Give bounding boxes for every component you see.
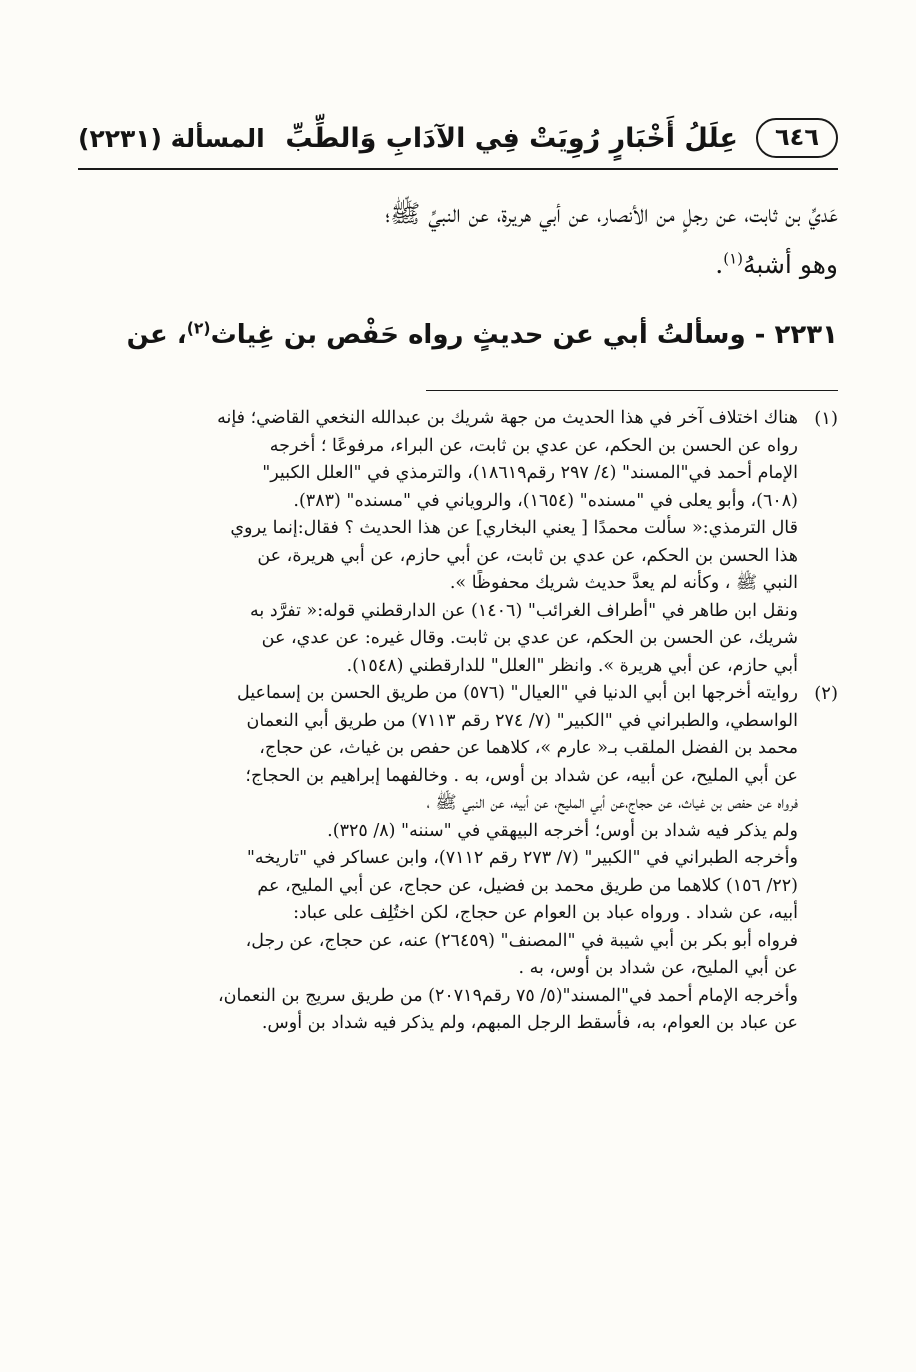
- footnotes: [78, 405, 838, 1038]
- footnote-paragraph: [78, 515, 798, 598]
- footnote-line: شريك، عن الحسن بن الحكم، عن عدي بن ثابت. وقال غيره: عن عدي، عن: [261, 628, 798, 648]
- footnote-line: عن أبي المليح، عن شداد بن أوس، به .: [518, 958, 798, 978]
- footnote-paragraph: [78, 983, 798, 1038]
- main-text-line: عَديِّ بن ثابت، عن رجلٍ من الأنصار، عن أبي هريرة، عن النبيِّ ﷺ؛: [385, 199, 838, 228]
- footnote-line: فرواه أبو بكر بن أبي شيبة في "المصنف" (٢٦٤٥٩) عنه، عن حجاج، عن رجل،: [245, 930, 798, 951]
- main-text-fragment: وهو أشبهُ: [743, 250, 838, 279]
- footnote-line: الواسطي، والطبراني في "الكبير" (٧/ ٢٧٤ رقم ٧١١٣) من طريق أبي النعمان: [246, 710, 798, 731]
- footnote-line: أبي حازم، عن أبي هريرة ». وانظر "العلل" للدارقطني (١٥٤٨).: [346, 655, 798, 676]
- footnote-line: فرواه عن حفص بن غياث، عن حجاج،عن أبي المليح، عن أبيه، عن النبي ﷺ ،: [426, 793, 798, 813]
- footnote-paragraph: [78, 928, 798, 983]
- footnote-line: هذا الحسن بن الحكم، عن عدي بن ثابت، عن أبي حازم، عن أبي هريرة، عن: [257, 545, 798, 566]
- footnote-paragraph: [78, 680, 798, 845]
- footnote-divider: [426, 390, 838, 391]
- footnote-reference: (٢): [186, 319, 211, 338]
- book-title: عِلَلُ أَخْبَارٍ رُوِيَتْ فِي الآدَابِ وَالطِّبِّ: [285, 123, 738, 154]
- footnote-line: قال الترمذي:« سألت محمدًا [ يعني البخاري] عن هذا الحديث ؟ فقال:إنما يروي: [230, 518, 798, 538]
- footnote-line: أبيه، عن شداد . ورواه عباد بن العوام عن حجاج، لكن اختُلِف على عباد:: [293, 903, 798, 923]
- footnote-reference: (١): [723, 249, 744, 268]
- footnote: [78, 405, 838, 680]
- footnote-line: (٢٢/ ١٥٦) كلاهما من طريق محمد بن فضيل، عن حجاج، عن أبي المليح، عم: [257, 875, 798, 896]
- footnote: [78, 680, 838, 1038]
- footnote-line: ونقل ابن طاهر في "أطراف الغرائب" (١٤٠٦) عن الدارقطني قوله:« تفرَّد به: [250, 600, 798, 621]
- header-divider: [78, 168, 838, 170]
- main-text-fragment: .: [715, 250, 724, 279]
- footnote-paragraph: [78, 598, 798, 681]
- question-text-end: ، عن: [126, 320, 187, 350]
- main-text-line: [78, 239, 838, 290]
- footnote-paragraph: [78, 845, 798, 928]
- question-text: - وسألتُ أبي عن حديثٍ رواه حَفْص بن غِياث: [210, 320, 775, 350]
- footnote-mark: (١): [814, 408, 838, 429]
- issue-label: المسألة (٢٢٣١): [78, 124, 265, 153]
- main-text: [78, 188, 838, 358]
- footnote-line: عن أبي المليح، عن أبيه، عن شداد بن أوس، به . وخالفهما إبراهيم بن الحجاج؛: [245, 765, 798, 786]
- footnote-line: ولم يذكر فيه شداد بن أوس؛ أخرجه البيهقي في "سننه" (٨/ ٣٢٥).: [327, 820, 798, 841]
- footnote-mark: (٢): [814, 683, 838, 704]
- footnote-line: رواه عن الحسن بن الحكم، عن عدي بن ثابت، عن البراء، مرفوعًا ؛ أخرجه: [269, 435, 798, 456]
- page-header: [78, 116, 838, 168]
- footnote-paragraph: [78, 405, 798, 515]
- page-number: ٦٤٦: [756, 118, 838, 158]
- footnote-line: الإمام أحمد في"المسند" (٤/ ٢٩٧ رقم١٨٦١٩)، والترمذي في "العلل الكبير": [262, 463, 798, 483]
- footnote-line: وأخرجه الطبراني في "الكبير" (٧/ ٢٧٣ رقم ٧١١٢)، وابن عساكر في "تاريخه": [246, 848, 798, 868]
- question-heading: [78, 312, 838, 358]
- footnote-line: محمد بن الفضل الملقب بـ« عارم »، كلاهما عن حفص بن غياث، عن حجاج،: [259, 738, 798, 758]
- footnote-line: النبي ﷺ ، وكأنه لم يعدَّ حديث شريك محفوظًا ».: [449, 573, 798, 593]
- footnote-line: هناك اختلاف آخر في هذا الحديث من جهة شريك بن عبدالله النخعي القاضي؛ فإنه: [217, 408, 798, 428]
- footnote-line: (٦٠٨)، وأبو يعلى في "مسنده" (١٦٥٤)، والروياني في "مسنده" (٣٨٣).: [293, 490, 798, 511]
- footnote-line: عن عباد بن العوام، به، فأسقط الرجل المبهم، ولم يذكر فيه شداد بن أوس.: [261, 1013, 798, 1033]
- footnote-line: وأخرجه الإمام أحمد في"المسند"(٥/ ٧٥ رقم٢٠٧١٩) من طريق سريج بن النعمان،: [218, 985, 798, 1006]
- footnote-line: روايته أخرجها ابن أبي الدنيا في "العيال" (٥٧٦) من طريق الحسن بن إسماعيل: [236, 683, 798, 703]
- question-number: ٢٢٣١: [774, 320, 838, 350]
